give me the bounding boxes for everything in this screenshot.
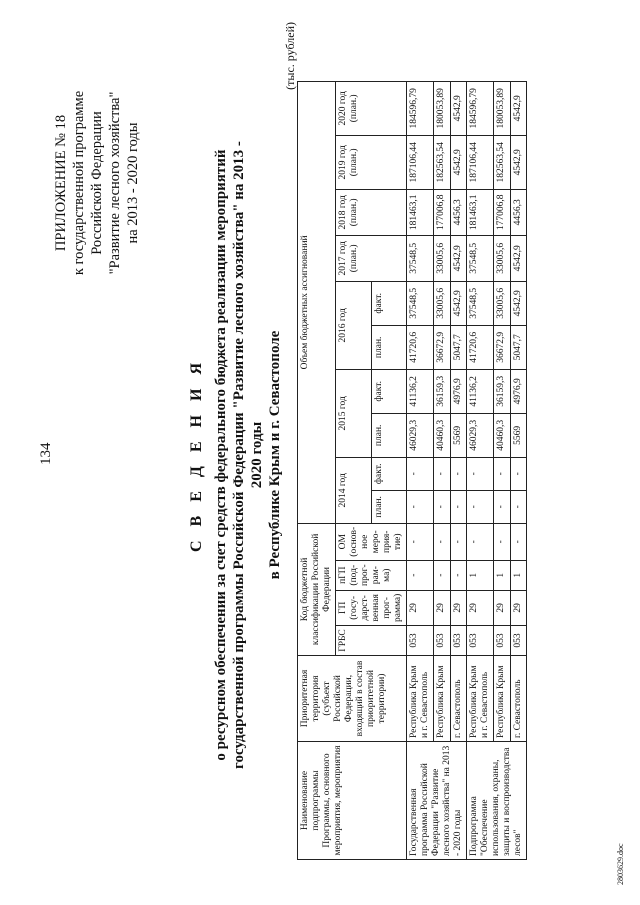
cell-2017: 4542,9 [450,235,466,281]
row-territory: Республика Крым [494,656,510,742]
cell-plan-2014: - [407,490,434,523]
cell-fact-2014: - [407,457,434,490]
cell-om: - [407,523,434,560]
cell-om: - [510,523,526,560]
cell-fact-2014: - [450,457,466,490]
cell-fact-2015: 36159,3 [494,369,510,413]
row-name: Подпрограмма "Обеспечение использования, охраны, защиты и воспроизводства лесов" [467,742,527,860]
cell-fact-2014: - [434,457,450,490]
cell-om: - [467,523,494,560]
cell-gp: 29 [434,590,450,625]
cell-plan-2016: 41720,6 [467,325,494,369]
cell-gp: 29 [510,590,526,625]
cell-fact-2016: 37548,5 [407,281,434,325]
header-plan-2014: план. [371,490,407,523]
cell-2020: 4542,9 [510,81,526,135]
header-y2016: 2016 год [336,281,372,369]
cell-2020: 180053,89 [494,81,510,135]
cell-om: - [434,523,450,560]
cell-plan-2016: 41720,6 [407,325,434,369]
cell-pgp: 1 [494,560,510,590]
cell-plan-2016: 5047,7 [510,325,526,369]
cell-2017: 37548,5 [467,235,494,281]
cell-pgp: - [407,560,434,590]
cell-2018: 181463,1 [467,189,494,235]
cell-2020: 180053,89 [434,81,450,135]
cell-fact-2015: 4976,9 [450,369,466,413]
appendix-line: на 2013 - 2020 годы [125,122,141,244]
cell-2017: 37548,5 [407,235,434,281]
header-name: Наименование подпрограммы Программы, основного мероприятия, мероприятия [298,742,407,860]
cell-2017: 33005,6 [434,235,450,281]
row-territory: Республика Крым и г. Севастополь [407,656,434,742]
cell-om: - [494,523,510,560]
cell-fact-2014: - [467,457,494,490]
cell-2018: 177006,8 [434,189,450,235]
appendix-line: "Развитие лесного хозяйства" [107,91,123,275]
cell-fact-2016: 4542,9 [510,281,526,325]
cell-2019: 182563,54 [494,135,510,189]
cell-2018: 4456,3 [510,189,526,235]
cell-fact-2015: 4976,9 [510,369,526,413]
cell-2019: 4542,9 [450,135,466,189]
cell-plan-2015: 40460,3 [494,413,510,457]
heading-line: в Республике Крым и г. Севастополе [267,330,283,580]
cell-2018: 177006,8 [494,189,510,235]
header-territory: Приоритетная территория (субъект Российской Федерации, входящий в состав приоритетной территории) [298,656,407,742]
header-volume-group: Объем бюджетных ассигнований [298,81,336,523]
header-grbs: ГРБС [336,626,407,656]
cell-fact-2016: 33005,6 [434,281,450,325]
cell-2017: 4542,9 [510,235,526,281]
heading-line: о ресурсном обеспечении за счет средств федерального бюджета реализации мероприятий [213,149,229,761]
cell-gp: 29 [467,590,494,625]
heading-line: государственной программы Российской Федерации "Развитие лесного хозяйства" на 2013 - 2020 годы [231,141,265,769]
header-y2020: 2020 год (план.) [336,81,407,135]
cell-gp: 29 [494,590,510,625]
cell-plan-2014: - [434,490,450,523]
cell-2018: 181463,1 [407,189,434,235]
header-fact-2016: факт. [371,281,407,325]
appendix-line: Российской Федерации [89,111,105,255]
header-om: ОМ (основ-ное меро-прия-тие) [336,523,407,560]
cell-gp: 29 [407,590,434,625]
document-heading [188,125,284,785]
cell-plan-2014: - [494,490,510,523]
cell-grbs: 053 [510,626,526,656]
appendix-block [52,18,142,348]
cell-grbs: 053 [407,626,434,656]
cell-2020: 4542,9 [450,81,466,135]
cell-pgp: 1 [467,560,494,590]
row-territory: Республика Крым и г. Севастополь [467,656,494,742]
cell-grbs: 053 [450,626,466,656]
file-name-footer: 2803629.doc [616,843,625,885]
appendix-line: к государственной программе [71,90,87,276]
cell-fact-2015: 36159,3 [434,369,450,413]
cell-pgp: 1 [510,560,526,590]
units-label: (тыс. рублей) [283,22,297,90]
header-fact-2014: факт. [371,457,407,490]
cell-plan-2016: 36672,9 [434,325,450,369]
cell-2020: 184596,79 [407,81,434,135]
cell-fact-2015: 41136,2 [407,369,434,413]
header-y2015: 2015 год [336,369,372,457]
row-name: Государственная программа Российской Федерации "Развитие лесного хозяйства" на 2013 - 2020 годы [407,742,467,860]
header-y2017: 2017 год (план.) [336,235,407,281]
cell-2019: 182563,54 [434,135,450,189]
cell-plan-2015: 5569 [510,413,526,457]
page-number: 134 [38,442,54,465]
header-y2018: 2018 год (план.) [336,189,407,235]
header-code-group: Код бюджетной классификации Российской Федерации [298,523,336,655]
appendix-line: ПРИЛОЖЕНИЕ № 18 [53,114,69,252]
cell-fact-2016: 33005,6 [494,281,510,325]
cell-pgp: - [434,560,450,590]
cell-grbs: 053 [434,626,450,656]
header-fact-2015: факт. [371,369,407,413]
cell-fact-2015: 41136,2 [467,369,494,413]
resource-table-wrap [297,81,527,860]
cell-2019: 187106,44 [467,135,494,189]
header-y2014: 2014 год [336,457,372,523]
cell-plan-2014: - [510,490,526,523]
cell-grbs: 053 [494,626,510,656]
header-gp: ГП (госу-дарст-венная прог-рамма) [336,590,407,625]
cell-2020: 184596,79 [467,81,494,135]
header-plan-2016: план. [371,325,407,369]
cell-gp: 29 [450,590,466,625]
cell-fact-2016: 37548,5 [467,281,494,325]
cell-2019: 4542,9 [510,135,526,189]
cell-2019: 187106,44 [407,135,434,189]
cell-pgp: - [450,560,466,590]
cell-plan-2014: - [467,490,494,523]
cell-plan-2015: 46029,3 [467,413,494,457]
cell-plan-2016: 36672,9 [494,325,510,369]
cell-om: - [450,523,466,560]
cell-2017: 33005,6 [494,235,510,281]
heading-title: С В Е Д Е Н И Я [188,357,205,553]
row-territory: г. Севастополь [510,656,526,742]
row-territory: г. Севастополь [450,656,466,742]
cell-plan-2015: 46029,3 [407,413,434,457]
resource-table [297,81,527,860]
cell-plan-2015: 5569 [450,413,466,457]
row-territory: Республика Крым [434,656,450,742]
cell-plan-2015: 40460,3 [434,413,450,457]
cell-2018: 4456,3 [450,189,466,235]
header-y2019: 2019 год (план.) [336,135,407,189]
cell-grbs: 053 [467,626,494,656]
cell-plan-2016: 5047,7 [450,325,466,369]
header-plan-2015: план. [371,413,407,457]
cell-fact-2014: - [494,457,510,490]
cell-fact-2014: - [510,457,526,490]
header-pgp: пГП (под-прог-рам-ма) [336,560,407,590]
cell-fact-2016: 4542,9 [450,281,466,325]
cell-plan-2014: - [450,490,466,523]
